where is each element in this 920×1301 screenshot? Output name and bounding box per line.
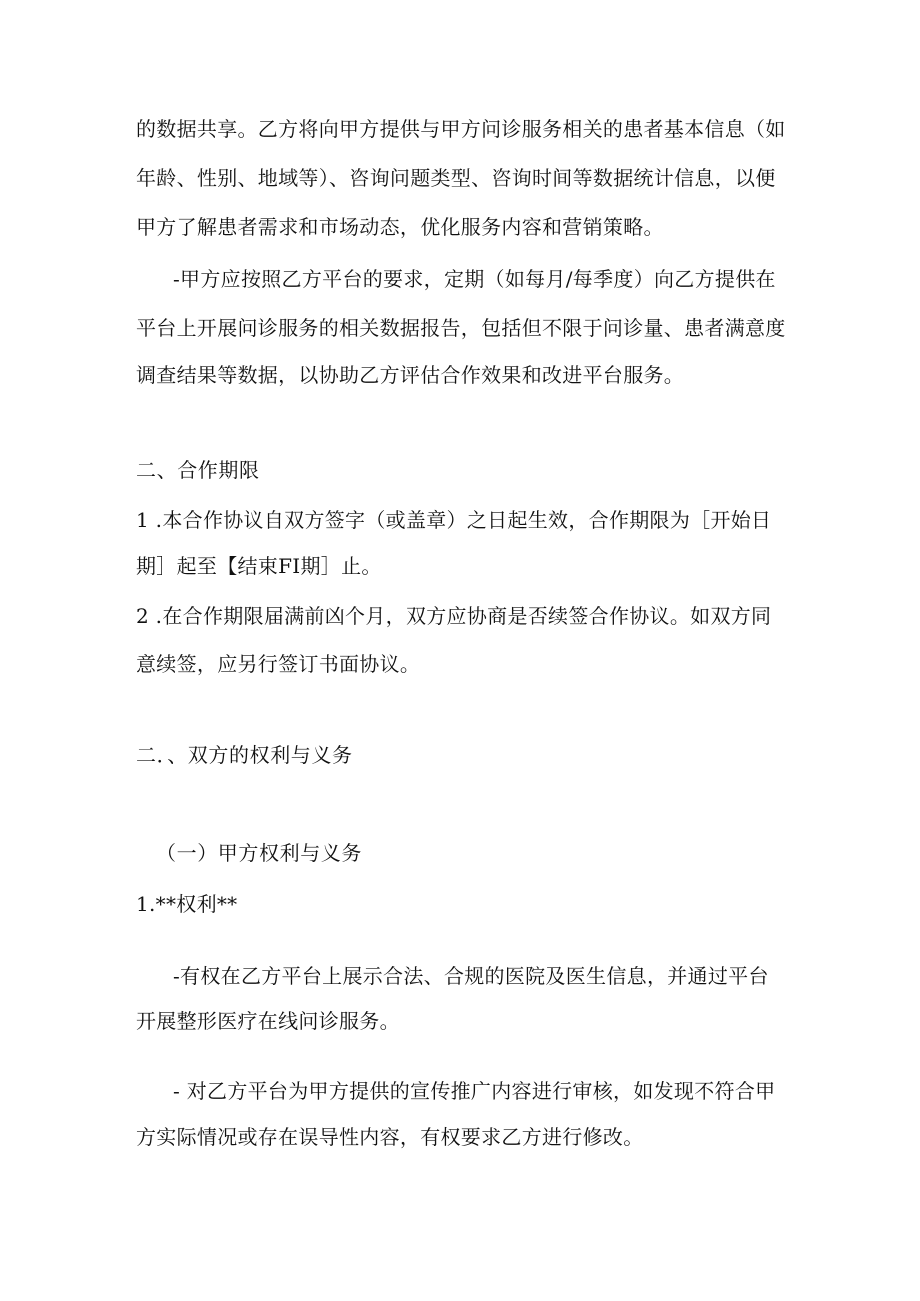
- right2-line1: - 对乙方平台为甲方提供的宣传推广内容进行审核，如发现不符合甲: [173, 1079, 776, 1103]
- section2-title: 二、合作期限: [136, 458, 260, 482]
- para1-line1: 的数据共享。乙方将向甲方提供与甲方问诊服务相关的患者基本信息（如: [136, 117, 786, 141]
- item2-line1: 2 .在合作期限届满前凶个月，双方应协商是否续签合作协议。如双方同: [136, 604, 772, 628]
- right1-line2: 开展整形医疗在线问诊服务。: [136, 1009, 400, 1033]
- item1-line2: 期］起至【结束FI期］止。: [136, 554, 382, 578]
- para1-line2: 年龄、性别、地域等）、咨询问题类型、咨询时间等数据统计信息，以便: [136, 166, 776, 190]
- subsection1-title: （一）甲方权利与义务: [156, 841, 362, 865]
- para2-line1: -甲方应按照乙方平台的要求，定期（如每月/每季度）向乙方提供在: [173, 267, 776, 291]
- section3-title: 二．、双方的权利与义务: [136, 743, 353, 767]
- rights-title: 1.**权利**: [136, 892, 238, 916]
- para1-line3: 甲方了解患者需求和市场动态，优化服务内容和营销策略。: [136, 215, 664, 239]
- item2-line2: 意续签，应另行签订书面协议。: [136, 652, 421, 676]
- right1-line1: -有权在乙方平台上展示合法、合规的医院及医生信息，并通过平台: [173, 964, 769, 988]
- para2-line3: 调查结果等数据，以协助乙方评估合作效果和改进平台服务。: [136, 363, 685, 387]
- item1-line1: 1 .本合作协议自双方签字（或盖章）之日起生效，合作期限为［开始日: [136, 508, 772, 532]
- para2-line2: 平台上开展问诊服务的相关数据报告，包括但不限于问诊量、患者满意度: [136, 316, 786, 340]
- right2-line2: 方实际情况或存在误导性内容，有权要求乙方进行修改。: [136, 1125, 644, 1149]
